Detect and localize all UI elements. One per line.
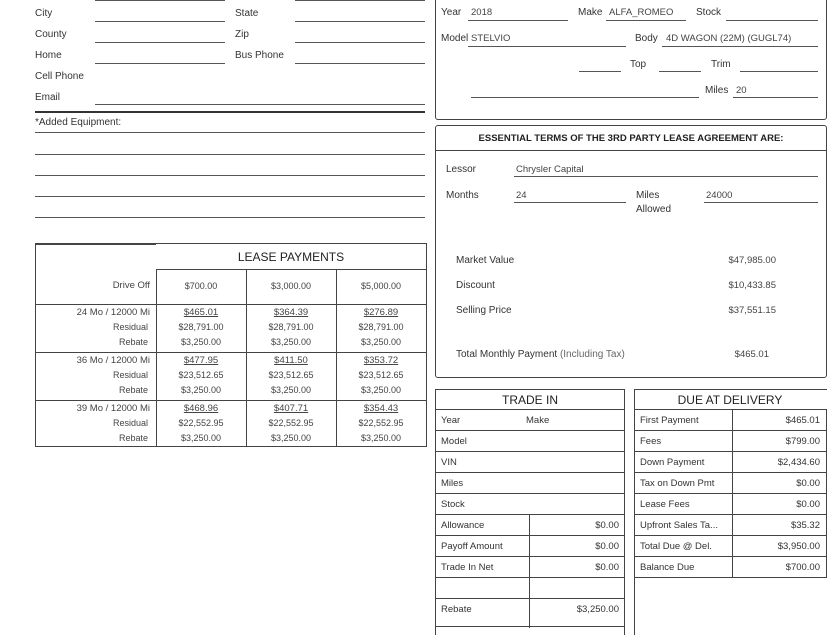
rebate-value: $3,250.00 [180,385,222,395]
residual-value: $23,512.65 [268,370,314,380]
rebate-value: $3,250.00 [270,385,312,395]
equipment-line[interactable] [35,132,425,133]
rebate-value: $3,250.00 [180,337,222,347]
residual-value: $22,552.95 [358,418,404,428]
payoff-label: Payoff Amount [441,541,503,552]
residual-value: $28,791.00 [358,322,404,332]
due-row-label: First Payment [640,415,699,426]
model-label: Model [441,33,469,44]
rebate-label: Rebate [118,385,148,395]
due-row-label: Lease Fees [640,499,690,510]
trade-net-value: $0.00 [595,562,619,573]
email-field[interactable] [95,104,425,105]
city-field[interactable] [95,21,225,22]
months-label: Months [446,190,479,201]
year-label: Year [441,7,462,18]
due-row-label: Total Due @ Del. [640,541,712,552]
payment-option[interactable]: $411.50 [274,355,308,366]
bus-phone-label: Bus Phone [235,50,284,61]
trade-year-label: Year [441,415,461,426]
cell-phone-label: Cell Phone [35,71,84,82]
due-row-label: Upfront Sales Ta... [640,520,718,531]
section-divider [35,111,425,113]
due-row-label: Down Payment [640,457,705,468]
stock-label: Stock [696,7,722,18]
trade-net-label: Trade In Net [441,562,494,573]
residual-value: $23,512.65 [178,370,224,380]
equipment-line[interactable] [35,175,425,176]
due-row-value: $3,950.00 [777,541,820,552]
trade-model-label: Model [441,436,467,447]
miles-label: Miles [705,85,729,96]
payment-option[interactable]: $353.72 [363,355,399,366]
drive-off-amount: $5,000.00 [360,281,402,291]
lease-terms-box [435,125,827,378]
miles-value: 20 [736,85,747,96]
trade-make-label: Make [526,415,550,426]
rebate-value: $3,250.00 [360,433,402,443]
residual-label: Residual [112,370,148,380]
allowance-value: $0.00 [595,520,619,531]
bus-phone-field[interactable] [295,63,425,64]
lessor-label: Lessor [446,164,477,175]
payment-option[interactable]: $364.39 [273,307,309,318]
trade-in-table [435,389,625,635]
miles-allowed-label-2: Allowed [636,204,672,215]
body-value: 4D WAGON (22M) (GUGL74) [666,33,792,44]
due-row-value: $465.01 [785,415,820,426]
due-row-label: Balance Due [640,562,695,573]
trade-vin-label: VIN [441,457,457,468]
due-row-value: $0.00 [796,499,820,510]
trim-label: Trim [711,59,731,70]
make-value: ALFA_ROMEO [609,7,674,18]
trade-miles-label: Miles [441,478,464,489]
lease-payments-title: LEASE PAYMENTS [237,250,345,264]
home-phone-field[interactable] [95,63,225,64]
drive-off-label: Drive Off [112,280,150,291]
payoff-value: $0.00 [595,541,619,552]
rebate-value: $3,250.00 [180,433,222,443]
residual-value: $23,512.65 [358,370,404,380]
due-row-value: $0.00 [796,478,820,489]
rebate-value: $3,250.00 [270,433,312,443]
equipment-line[interactable] [35,217,425,218]
payment-option[interactable]: $477.95 [183,355,219,366]
lease-payments-table [35,243,427,447]
residual-value: $22,552.95 [178,418,224,428]
due-row-value: $799.00 [785,436,820,447]
term-label: 39 Mo / 12000 Mi [76,403,150,414]
lease-terms-heading: ESSENTIAL TERMS OF THE 3RD PARTY LEASE AGREEMENT ARE: [478,133,784,144]
county-label: County [35,29,67,40]
drive-off-amount: $3,000.00 [270,281,312,291]
zip-label: Zip [235,29,249,40]
vehicle-info-box [435,0,827,120]
zip-field[interactable] [295,42,425,43]
lessor-value: Chrysler Capital [516,164,584,175]
due-row-label: Fees [640,436,662,447]
total-monthly-note: (Including Tax) [559,349,625,360]
selling-price-value: $37,551.15 [728,305,776,316]
equipment-line[interactable] [35,196,425,197]
payment-option[interactable]: $465.01 [183,307,219,318]
top-field[interactable] [659,71,701,72]
home-phone-label: Home [35,50,62,61]
trade-in-title: TRADE IN [501,393,558,407]
trade-rebate-label: Rebate [441,604,472,615]
trade-rebate-value: $3,250.00 [576,604,619,615]
rebate-value: $3,250.00 [270,337,312,347]
model-value: STELVIO [471,33,511,44]
body-label: Body [635,33,658,44]
due-row-value: $700.00 [785,562,820,573]
allowance-label: Allowance [441,520,485,531]
drive-off-amount: $700.00 [184,281,218,291]
payment-option[interactable]: $354.43 [363,403,399,414]
state-label: State [235,8,259,19]
selling-price-label: Selling Price [456,305,512,316]
rebate-label: Rebate [118,337,148,347]
year-value: 2018 [471,7,493,18]
payment-option[interactable]: $468.96 [183,403,219,414]
market-value-label: Market Value [456,255,515,266]
trade-stock-label: Stock [441,499,465,510]
miles-allowed-label: Miles [636,190,660,201]
email-label: Email [35,92,61,103]
rebate-label: Rebate [118,433,148,443]
added-equipment-label: *Added Equipment: [35,117,122,128]
rebate-value: $3,250.00 [360,337,402,347]
term-label: 24 Mo / 12000 Mi [76,307,150,318]
state-field[interactable] [295,21,425,22]
miles-allowed-value: 24000 [706,190,733,201]
residual-value: $28,791.00 [178,322,224,332]
due-row-label: Tax on Down Pmt [640,478,715,489]
trim-field[interactable] [740,71,818,72]
make-label: Make [578,7,603,18]
residual-label: Residual [112,418,148,428]
equipment-line[interactable] [35,154,425,155]
rebate-value: $3,250.00 [360,385,402,395]
market-value: $47,985.00 [728,255,776,266]
due-at-delivery-title: DUE AT DELIVERY [677,393,783,407]
total-monthly-value: $465.01 [734,349,769,360]
top-label: Top [630,59,647,70]
due-row-value: $2,434.60 [777,457,820,468]
total-monthly-label: Total Monthly Payment (Including Tax) [456,349,625,360]
city-label: City [35,8,53,19]
due-at-delivery-table [634,389,827,635]
county-field[interactable] [95,42,225,43]
payment-option[interactable]: $407.71 [273,403,309,414]
residual-label: Residual [112,322,148,332]
months-value: 24 [516,190,527,201]
discount-label: Discount [456,280,495,291]
payment-option[interactable]: $276.89 [363,307,399,318]
term-label: 36 Mo / 12000 Mi [76,355,150,366]
residual-value: $22,552.95 [268,418,314,428]
discount-value: $10,433.85 [728,280,776,291]
due-row-value: $35.32 [790,520,820,531]
residual-value: $28,791.00 [268,322,314,332]
